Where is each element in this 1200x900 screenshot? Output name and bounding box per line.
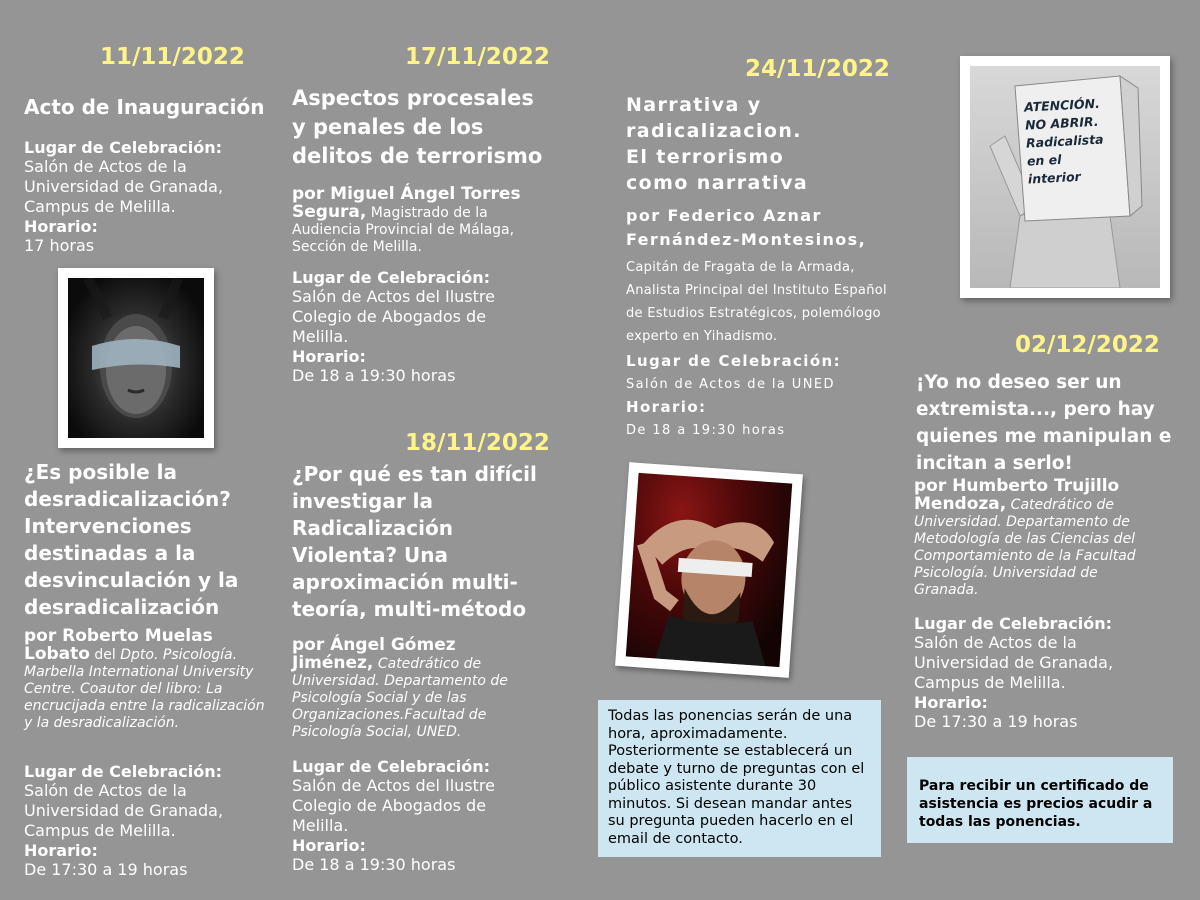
venue-label: Lugar de Celebración: xyxy=(626,352,842,370)
talk-title-inauguracion: Acto de Inauguración xyxy=(24,95,265,119)
sign-line: Radicalista xyxy=(1025,131,1104,151)
title-line: Aspectos procesales xyxy=(292,86,534,110)
speaker-name: Lobato xyxy=(24,644,90,664)
title-line: teoría, multi-método xyxy=(292,597,527,621)
talk-title-aspectos xyxy=(292,84,582,171)
venue-label: Lugar de Celebración: xyxy=(914,614,1112,633)
venue-line: Salón de Actos del Ilustre xyxy=(292,776,495,795)
title-line: radicalizacion. xyxy=(626,120,802,142)
title-line: ¿Es posible la xyxy=(24,460,177,484)
speaker-name: Mendoza, xyxy=(914,494,1007,514)
venue-block-2 xyxy=(292,268,552,386)
speaker-desc: Magistrado de la Audiencia Provincial de Málaga, Sección de Melilla. xyxy=(292,205,515,255)
certificate-box: Para recibir un certificado de asistencia es precios acudir a todas las ponencias. xyxy=(907,757,1173,843)
venue-line: Salón de Actos de la xyxy=(24,781,187,800)
venue-line: Universidad de Granada, xyxy=(24,177,224,196)
face-illustration xyxy=(68,278,204,438)
venue-line: Salón de Actos de la xyxy=(24,157,187,176)
photo-blindfolded-face xyxy=(58,268,214,448)
venue-line: Universidad de Granada, xyxy=(914,653,1114,672)
speaker-name: Fernández-Montesinos, xyxy=(626,230,867,249)
speaker-aznar xyxy=(626,204,916,252)
venue-label: Lugar de Celebración: xyxy=(24,762,222,781)
schedule-value: De 18 a 19:30 horas xyxy=(292,855,456,874)
sign-line: en el xyxy=(1026,151,1062,169)
speaker-name: Jiménez, xyxy=(292,653,374,673)
schedule-label: Horario: xyxy=(914,693,988,712)
title-line: El terrorismo xyxy=(626,146,785,168)
schedule-label: Horario: xyxy=(292,836,366,855)
title-line: y penales de los xyxy=(292,115,484,139)
schedule-value: De 18 a 19:30 horas xyxy=(292,366,456,385)
talk-title-desradicalizacion xyxy=(24,459,274,621)
title-line: desradicalización? xyxy=(24,487,231,511)
date-11-11: 11/11/2022 xyxy=(100,44,245,70)
title-line: desradicalización xyxy=(24,595,220,619)
speaker-muelas xyxy=(24,628,269,732)
schedule-label: Horario: xyxy=(24,217,98,236)
speaker-trujillo xyxy=(914,478,1159,599)
photo-blindfolded-man xyxy=(615,462,803,678)
venue-block-1b xyxy=(24,762,274,880)
venue-line: Melilla. xyxy=(292,327,349,346)
desc-line: Capitán de Fragata de la Armada, xyxy=(626,260,855,275)
box-sign xyxy=(1024,93,1129,188)
desc-line: experto en Yihadismo. xyxy=(626,329,778,344)
venue-block-1 xyxy=(24,138,274,256)
venue-label: Lugar de Celebración: xyxy=(292,268,490,287)
venue-line: Salón de Actos de la UNED xyxy=(626,377,835,392)
venue-block-2b xyxy=(292,757,552,875)
title-line: quienes me manipulan e xyxy=(916,426,1172,447)
venue-line: Campus de Melilla. xyxy=(24,821,176,840)
date-18-11: 18/11/2022 xyxy=(405,430,550,456)
title-line: Intervenciones xyxy=(24,514,192,538)
speaker-affiliation: Catedrático de Universidad. Departamento de Metodología de las Ciencias del Comportamiento de la Facultad Psicología. Universidad de Granada. xyxy=(914,497,1136,598)
title-line: como narrativa xyxy=(626,172,809,194)
talk-title-investigar xyxy=(292,461,577,623)
date-17-11: 17/11/2022 xyxy=(405,44,550,70)
speaker-name: Segura, xyxy=(292,202,367,222)
venue-label: Lugar de Celebración: xyxy=(292,757,490,776)
schedule-label: Horario: xyxy=(292,347,366,366)
venue-label: Lugar de Celebración: xyxy=(24,138,222,157)
photo-box-head xyxy=(960,56,1170,298)
venue-line: Melilla. xyxy=(292,816,349,835)
schedule-value: 17 horas xyxy=(24,236,95,255)
title-line: ¿Por qué es tan difícil xyxy=(292,462,537,486)
talk-title-narrativa xyxy=(626,92,906,196)
man-illustration xyxy=(626,473,792,667)
info-box-ponencias: Todas las ponencias serán de una hora, aproximadamente. Posteriormente se establecerá un debate y turno de preguntas con el público asistente durante 30 minutos. Si desean mandar antes su pregunta pueden hacerlo en el email de contacto. xyxy=(598,700,881,857)
venue-line: Universidad de Granada, xyxy=(24,801,224,820)
title-line: incitan a serlo! xyxy=(916,453,1073,474)
speaker-gomez xyxy=(292,637,537,741)
speaker-affiliation: Catedrático de Universidad. Departamento de Psicología Social y de las Organizaciones.Facultad de Psicología Social, UNED. xyxy=(292,656,508,740)
title-line: extremista..., pero hay xyxy=(916,399,1155,420)
title-line: delitos de terrorismo xyxy=(292,144,543,168)
sign-line: interior xyxy=(1027,168,1082,187)
speaker-name: por Miguel Ángel Torres xyxy=(292,184,521,204)
sign-line: ATENCIÓN. xyxy=(1023,95,1101,115)
date-24-11: 24/11/2022 xyxy=(745,56,890,82)
title-line: aproximación multi- xyxy=(292,570,518,594)
schedule-value: De 18 a 19:30 horas xyxy=(626,423,786,438)
venue-line: Salón de Actos del Ilustre xyxy=(292,287,495,306)
venue-block-4 xyxy=(914,614,1174,732)
venue-line: Campus de Melilla. xyxy=(914,673,1066,692)
venue-line: Colegio de Abogados de xyxy=(292,796,487,815)
sign-line: NO ABRIR. xyxy=(1024,113,1099,133)
schedule-value: De 17:30 a 19 horas xyxy=(24,860,188,879)
title-line: Narrativa y xyxy=(626,94,762,116)
speaker-aznar-desc xyxy=(626,256,926,348)
date-02-12: 02/12/2022 xyxy=(1015,332,1160,358)
speaker-torres xyxy=(292,186,552,256)
desc-line: de Estudios Estratégicos, polemólogo xyxy=(626,306,881,321)
title-line: ¡Yo no deseo ser un xyxy=(916,372,1122,393)
title-line: destinadas a la xyxy=(24,541,196,565)
schedule-value: De 17:30 a 19 horas xyxy=(914,712,1078,731)
title-line: Radicalización xyxy=(292,516,453,540)
venue-line: Salón de Actos de la xyxy=(914,633,1077,652)
talk-title-extremista xyxy=(916,369,1191,477)
desc-line: Analista Principal del Instituto Español xyxy=(626,283,887,298)
title-line: Violenta? Una xyxy=(292,543,448,567)
schedule-label: Horario: xyxy=(24,841,98,860)
title-line: desvinculación y la xyxy=(24,568,239,592)
title-line: investigar la xyxy=(292,489,434,513)
speaker-name: por Roberto Muelas xyxy=(24,626,213,646)
venue-block-3 xyxy=(626,350,906,442)
speaker-name: por Ángel Gómez xyxy=(292,635,456,655)
venue-line: Colegio de Abogados de xyxy=(292,307,487,326)
speaker-desc: del xyxy=(89,647,121,663)
speaker-name: por Federico Aznar xyxy=(626,206,822,225)
speaker-affiliation: Dpto. Psicología. Marbella International University Centre. Coautor del libro: La encrucijada entre la radicalización y la desradicalización. xyxy=(24,647,265,731)
schedule-label: Horario: xyxy=(626,398,707,416)
speaker-name: por Humberto Trujillo xyxy=(914,476,1120,496)
venue-line: Campus de Melilla. xyxy=(24,197,176,216)
